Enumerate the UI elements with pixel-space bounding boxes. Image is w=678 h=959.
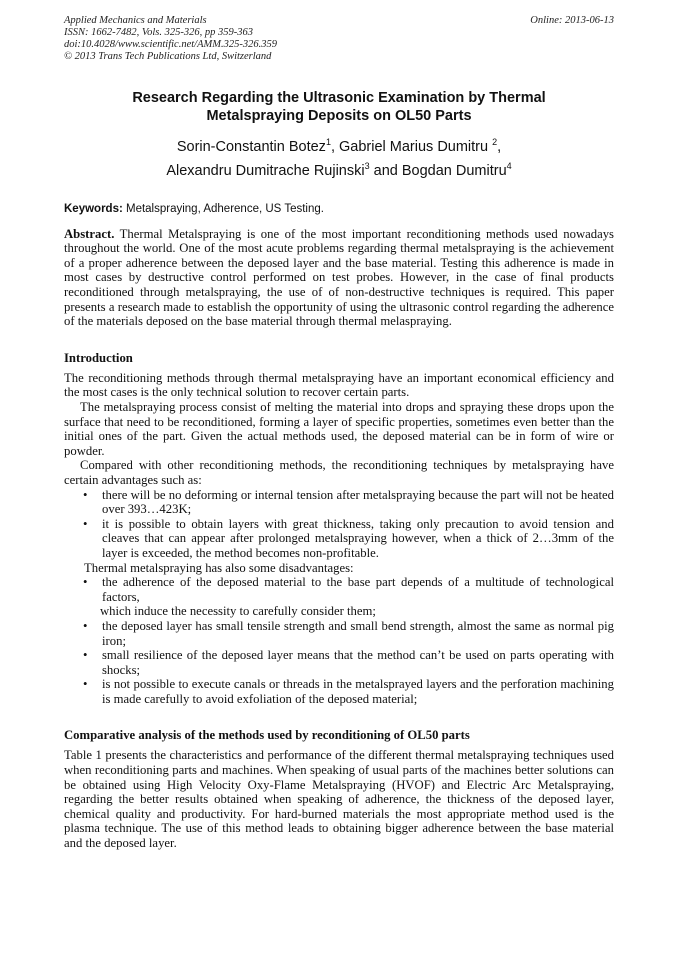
list-item <box>64 619 614 648</box>
issn-line: ISSN: 1662-7482, Vols. 325-326, pp 359-363 <box>64 27 253 38</box>
advantage-2: it is possible to obtain layers with great thickness, taking only precaution to avoid tension and cleaves that can appear after prolonged metalspraying however, when a thick of 2…3mm of the layer is exceeded, the method becomes non-profitable. <box>102 516 614 560</box>
bullet-icon: • <box>83 648 88 663</box>
list-item <box>64 677 614 706</box>
introduction-heading: Introduction <box>64 350 133 365</box>
disadvantage-1: the adherence of the deposed material to the base part depends of a multitude of technological factors, <box>102 575 614 604</box>
disadvantages-list-continued <box>64 619 614 707</box>
affiliation-4: 4 <box>506 160 512 171</box>
disadvantage-2: the deposed layer has small tensile strength and small bend strength, almost the same as normal pig iron; <box>102 618 614 648</box>
introduction-body <box>64 371 614 707</box>
bullet-icon: • <box>83 677 88 692</box>
bullet-icon: • <box>83 487 88 502</box>
comparative-heading: Comparative analysis of the methods used by reconditioning of OL50 parts <box>64 728 470 743</box>
author-separator: , <box>497 138 502 155</box>
bullet-icon: • <box>83 575 88 590</box>
abstract-label: Abstract. <box>64 226 115 241</box>
comparative-body <box>64 748 614 850</box>
keywords-label: Keywords: <box>64 202 123 215</box>
abstract-text: Thermal Metalspraying is one of the most important reconditioning methods used nowadays throughout the world. One of the most acute problems regarding thermal metalspraying is the achievement of a proper adherence between the deposed layer and the base material. Testing this adherence is made in most cases by destructive control performed on test probes. However, in the case of final products reconditioned through metalspraying, the use of of non-destructive techniques is required. This paper presents a research made to establish the opportunity of using the ultrasonic control regarding the adherence of the materials deposed on the base material through thermal melaspraying. <box>64 226 614 329</box>
keywords <box>64 203 614 215</box>
author-1: Sorin-Constantin Botez <box>176 138 326 155</box>
disadvantage-3: small resilience of the deposed layer means that the method can’t be used on parts operating with shocks; <box>102 648 614 677</box>
disadvantage-4: is not possible to execute canals or threads in the metalsprayed layers and the perforation machining is made carefully to avoid exfoliation of the deposed material; <box>102 677 614 706</box>
journal-name: Applied Mechanics and Materials <box>64 15 207 26</box>
title-line-1: Research Regarding the Ultrasonic Examination by Thermal <box>132 90 546 106</box>
comparative-paragraph-1: Table 1 presents the characteristics and performance of the different thermal metalspraying techniques used when reconditioning parts and machines. When speaking of usual parts of the machines better solutions can be obtained using High Velocity Oxy-Flame Metalspraying (HVOF) and Electric Arc Metalspraying, regarding the better results obtained when speaking of adherence, the thickness of the deposed layer, chemical quality and productivity. For hard-burned materials the most appropriate method used is the plasma technique. The use of this method leads to obtaining bigger adherence between the base material and the deposed layer. <box>64 748 614 851</box>
disadvantages-list <box>64 575 614 604</box>
list-item <box>64 517 614 561</box>
affiliation-1: 1 <box>325 137 331 147</box>
affiliation-3: 3 <box>364 160 370 171</box>
keywords-text: Metalspraying, Adherence, US Testing. <box>122 202 324 215</box>
author-4: and Bogdan Dumitru <box>369 162 507 179</box>
bullet-icon: • <box>83 618 88 633</box>
journal-header <box>64 15 614 63</box>
abstract <box>64 227 614 329</box>
paper-page <box>64 15 614 851</box>
list-item <box>64 488 614 517</box>
intro-paragraph-4: Thermal metalspraying has also some disadvantages: <box>84 560 354 575</box>
author-3: Alexandru Dumitrache Rujinski <box>166 162 365 179</box>
affiliation-2: 2 <box>492 137 498 147</box>
advantages-list <box>64 488 614 561</box>
title-line-2: Metalspraying Deposits on OL50 Parts <box>206 108 472 124</box>
copyright-line: © 2013 Trans Tech Publications Ltd, Switzerland <box>64 51 272 62</box>
paper-title <box>64 89 614 125</box>
doi-line: doi:10.4028/www.scientific.net/AMM.325-326.359 <box>64 39 277 50</box>
intro-paragraph-3: Compared with other reconditioning methods, the reconditioning techniques by metalspraying have certain advantages such as: <box>64 458 614 487</box>
bullet-icon: • <box>83 516 88 531</box>
intro-paragraph-2: The metalspraying process consist of melting the material into drops and spraying these drops upon the surface that need to be reconditioned, forming a layer of specific properties, sometimes even better than the initial ones of the part. Given the actual methods used, the deposed material can be in form of wire or powder. <box>64 400 614 458</box>
disadvantage-1-continuation: which induce the necessity to carefully consider them; <box>100 604 376 619</box>
list-item <box>64 648 614 677</box>
list-item <box>64 575 614 604</box>
intro-paragraph-1: The reconditioning methods through thermal metalspraying have an important economical efficiency and the most cases is the only technical solution to recover certain parts. <box>64 370 614 400</box>
author-list <box>64 133 614 181</box>
online-date: Online: 2013-06-13 <box>530 15 614 26</box>
authors-line-1 <box>64 133 614 157</box>
authors-line-2 <box>64 157 614 181</box>
advantage-1: there will be no deforming or internal tension after metalspraying because the part will not be heated over 393…423K; <box>102 487 614 517</box>
author-2: , Gabriel Marius Dumitru <box>330 138 493 155</box>
